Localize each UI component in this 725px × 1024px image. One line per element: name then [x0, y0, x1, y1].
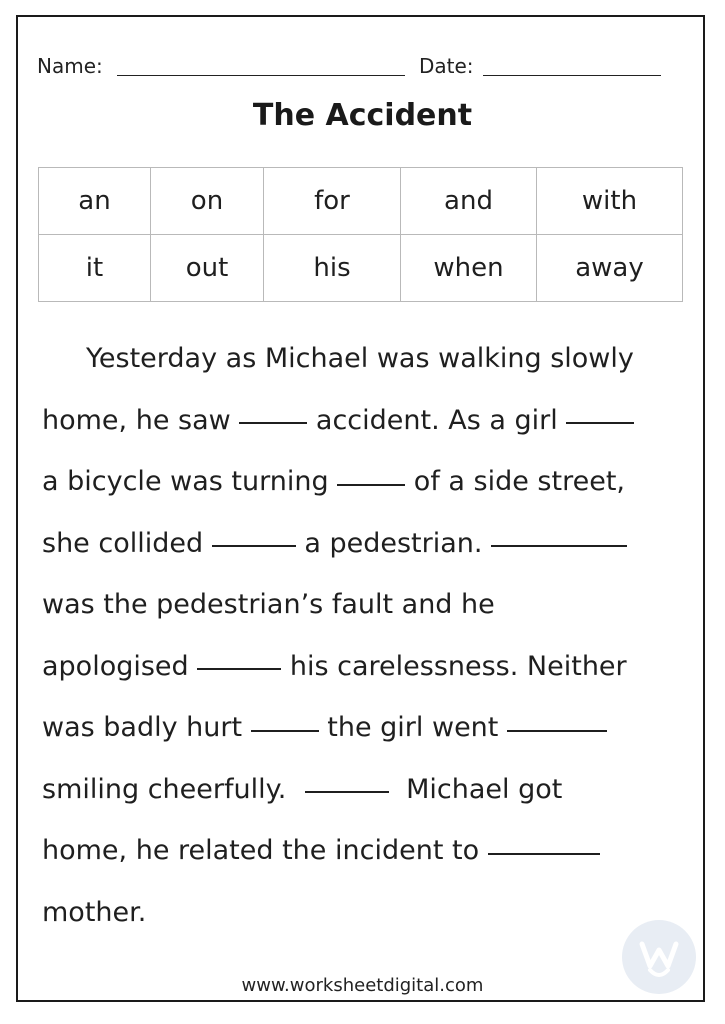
answer-blank[interactable] — [488, 852, 600, 855]
word-bank-cell: his — [264, 235, 401, 302]
word-bank-table — [38, 167, 683, 302]
answer-blank[interactable] — [251, 729, 319, 732]
passage-text: was the pedestrian’s fault and he — [42, 589, 495, 620]
word-bank-cell: it — [39, 235, 151, 302]
passage-text: his carelessness. Neither — [289, 650, 627, 682]
passage-line — [42, 697, 682, 759]
passage-line — [42, 636, 682, 698]
passage-text: a bicycle was turning — [42, 466, 329, 497]
passage-text: home, he saw — [42, 404, 231, 436]
footer-url: www.worksheetdigital.com — [241, 975, 484, 996]
date-label: Date: — [419, 54, 474, 78]
passage-line — [42, 574, 682, 636]
word-bank-cell: away — [537, 235, 683, 302]
word-bank-cell: for — [264, 168, 401, 235]
passage-text: was badly hurt — [42, 712, 243, 743]
passage-line — [42, 513, 682, 575]
passage-text: mother. — [42, 896, 147, 928]
passage-text: the girl went — [327, 712, 499, 743]
passage-text: smiling cheerfully. — [42, 773, 287, 805]
word-bank-cell: with — [537, 168, 683, 235]
passage — [42, 328, 682, 943]
name-date-row — [37, 52, 677, 82]
answer-blank[interactable] — [337, 483, 405, 486]
passage-line — [42, 451, 682, 513]
passage-line — [42, 820, 682, 882]
passage-text: accident. As a girl — [315, 404, 558, 436]
answer-blank[interactable] — [197, 667, 281, 670]
answer-blank[interactable] — [507, 729, 607, 732]
word-bank-cell: on — [151, 168, 264, 235]
name-line[interactable] — [117, 75, 405, 76]
passage-text: a pedestrian. — [304, 527, 483, 559]
passage-line — [42, 390, 682, 452]
passage-line — [42, 759, 682, 821]
passage-text: apologised — [42, 650, 189, 682]
passage-text: home, he related the incident to — [42, 835, 480, 866]
answer-blank[interactable] — [491, 544, 627, 547]
date-line[interactable] — [483, 75, 661, 76]
passage-text: she collided — [42, 527, 204, 559]
passage-text: Yesterday as Michael was walking slowly — [86, 343, 634, 374]
word-bank-cell: when — [401, 235, 537, 302]
word-bank-cell: and — [401, 168, 537, 235]
word-bank-row — [39, 168, 683, 235]
passage-text: of a side street, — [413, 466, 625, 497]
passage-line — [42, 882, 682, 944]
worksheet-title: The Accident — [252, 98, 473, 133]
word-bank-cell: an — [39, 168, 151, 235]
passage-line — [42, 328, 682, 390]
answer-blank[interactable] — [305, 790, 389, 793]
word-bank-cell: out — [151, 235, 264, 302]
answer-blank[interactable] — [212, 544, 296, 547]
name-label: Name: — [37, 54, 103, 78]
word-bank-row — [39, 235, 683, 302]
passage-text: Michael got — [406, 773, 563, 805]
answer-blank[interactable] — [239, 421, 307, 424]
answer-blank[interactable] — [566, 421, 634, 424]
